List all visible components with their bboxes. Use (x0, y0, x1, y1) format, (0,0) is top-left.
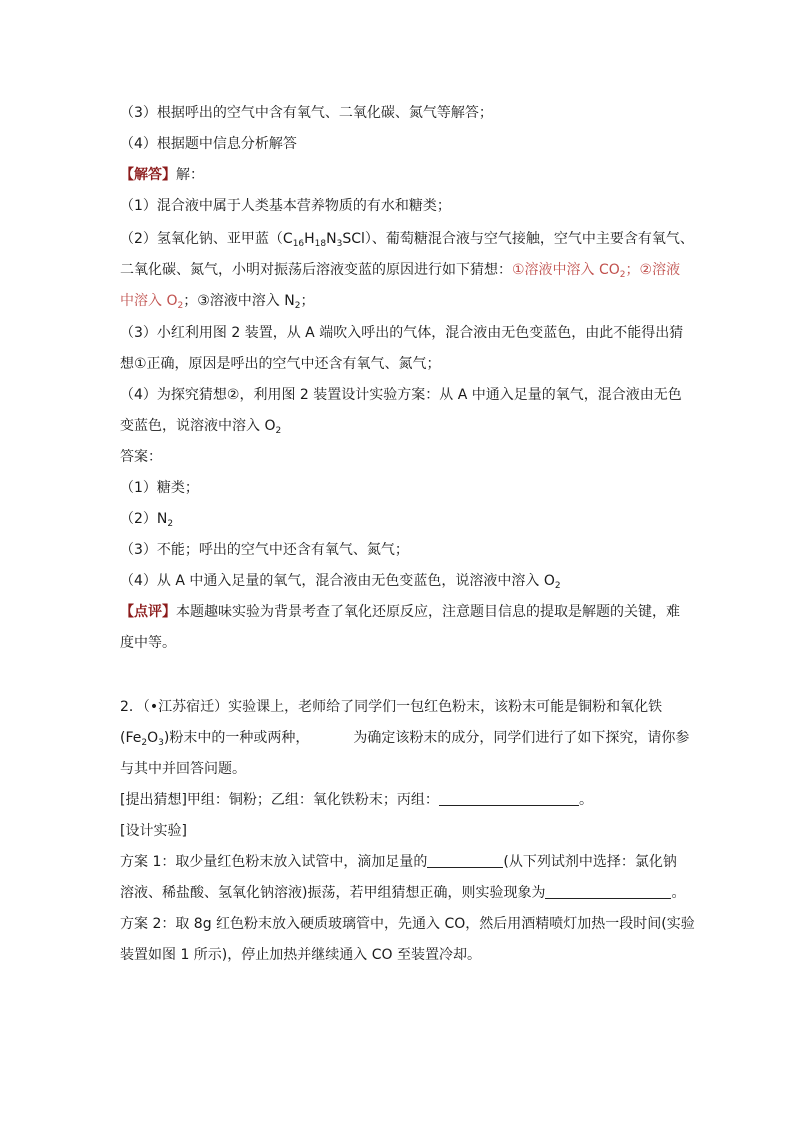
answer-2 (120, 509, 173, 529)
p2-line3-text-b: ；③溶液中溶入 N (183, 293, 295, 309)
p2-guess-2-text: ；②溶液 (625, 262, 681, 278)
p2-sub-3: 3 (336, 239, 343, 249)
solution-p2-line2 (120, 260, 680, 280)
hypothesis-end: 。 (578, 792, 593, 808)
answer-4-text: （4）从 A 中通入足量的氧气，混合液由无色变蓝色，说溶液中溶入 O (120, 573, 555, 589)
p2-guess-1-sub: 2 (619, 270, 626, 280)
q2-formula-sub-2: 3 (158, 738, 164, 748)
answer-1: （1）糖类； (120, 480, 199, 496)
p2-text-d: SCl）、葡萄糖混合液与空气接触，空气中主要含有氧气、 (342, 231, 694, 247)
analysis-item-3: （3）根据呼出的空气中含有氧气、二氧化碳、氮气等解答； (120, 105, 493, 121)
p2-sub-1: 16 (292, 239, 305, 249)
q2-formula-a: (Fe (120, 730, 142, 746)
answers-heading: 答案： (120, 449, 162, 465)
plan2-line2: 装置如图 1 所示)，停止加热并继续通入 CO 至装置冷却。 (120, 947, 481, 963)
comment-text-1: 本题趣味实验为背景考查了氧化还原反应，注意题目信息的提取是解题的关键，难 (176, 604, 680, 620)
comment-line2: 度中等。 (120, 635, 176, 651)
q2-formula-sub-1: 2 (141, 738, 148, 748)
solution-p2-line3 (120, 291, 314, 311)
q2-formula-b: O (147, 730, 159, 746)
comment-line1 (120, 602, 680, 622)
plan1-reagent-blank[interactable] (427, 853, 503, 868)
plan1-text-d: 。 (671, 885, 686, 901)
p2-text-b: H (304, 231, 315, 247)
answer-2-text: （2）N (120, 511, 168, 527)
p2-guess-1 (512, 262, 680, 278)
plan2-line1: 方案 2：取 8g 红色粉末放入硬质玻璃管中，先通入 CO，然后用酒精喷灯加热一段时间(实验 (120, 916, 695, 932)
p2-text-a: （2）氢氧化钠、亚甲蓝（C (120, 231, 293, 247)
answer-4 (120, 571, 561, 591)
comment-heading: 【点评】 (120, 604, 176, 620)
answer-3: （3）不能；呼出的空气中还含有氧气、氮气； (120, 542, 409, 558)
p2-line3-sub-1: 2 (177, 301, 184, 311)
p2-line3-sub-2: 2 (294, 301, 301, 311)
p2-text-c: N (326, 231, 337, 247)
hypothesis-text: [提出猜想]甲组：铜粉；乙组：氧化铁粉末；丙组： (120, 792, 439, 808)
p2-guess-1-text: ①溶液中溶入 CO (512, 262, 620, 278)
plan1-line2 (120, 883, 685, 903)
solution-p3-line1: （3）小红利用图 2 装置，从 A 端吹入呼出的气体，混合液由无色变蓝色，由此不能得出猜 (120, 325, 684, 341)
plan1-text-a: 方案 1：取少量红色粉末放入试管中，滴加足量的 (120, 854, 428, 870)
solution-p4-line1: （4）为探究猜想②，利用图 2 装置设计实验方案：从 A 中通入足量的氧气，混合液由无色 (120, 387, 682, 403)
question2-line1: 2．（•江苏宿迁）实验课上，老师给了同学们一包红色粉末，该粉末可能是铜粉和氧化铁 (120, 699, 663, 715)
q2-line2-text-d: 为确定该粉末的成分，同学们进行了如下探究，请你参 (353, 730, 690, 746)
p4-line2-sub: 2 (275, 426, 282, 436)
p2-line3-text-c: ； (300, 293, 315, 309)
design-heading: [设计实验] (120, 823, 187, 839)
p2-line3-text-a: 中溶入 O (120, 293, 178, 309)
p2-line2-text: 二氧化碳、氮气，小明对振荡后溶液变蓝的原因进行如下猜想： (120, 262, 512, 278)
solution-heading: 【解答】 (120, 167, 176, 183)
answer-2-sub: 2 (167, 519, 174, 529)
question2-line2 (120, 728, 689, 748)
analysis-item-4: （4）根据题中信息分析解答 (120, 136, 297, 152)
hypothesis-line (120, 790, 593, 810)
solution-heading-line (120, 165, 204, 185)
hypothesis-blank[interactable] (439, 791, 579, 806)
solution-p4-line2 (120, 416, 281, 436)
plan1-phenomenon-blank[interactable] (545, 884, 671, 899)
q2-line2-text-c: )粉末中的一种或两种， (163, 730, 310, 746)
question2-line3: 与其中并回答问题。 (120, 761, 246, 777)
solution-p3-line2: 想①正确，原因是呼出的空气中还含有氧气、氮气； (120, 356, 441, 372)
solution-p1: （1）混合液中属于人类基本营养物质的有水和糖类； (120, 198, 451, 214)
p4-line2-text: 变蓝色，说溶液中溶入 O (120, 418, 276, 434)
solution-p2-line1 (120, 229, 694, 249)
plan1-text-c: 溶液、稀盐酸、氢氧化钠溶液)振荡，若甲组猜想正确，则实验现象为 (120, 885, 546, 901)
answer-4-sub: 2 (554, 581, 561, 591)
p2-sub-2: 18 (314, 239, 327, 249)
solution-heading-suffix: 解： (176, 167, 204, 183)
plan1-text-b: (从下列试剂中选择：氯化钠 (503, 854, 677, 870)
plan1-line1 (120, 852, 677, 872)
